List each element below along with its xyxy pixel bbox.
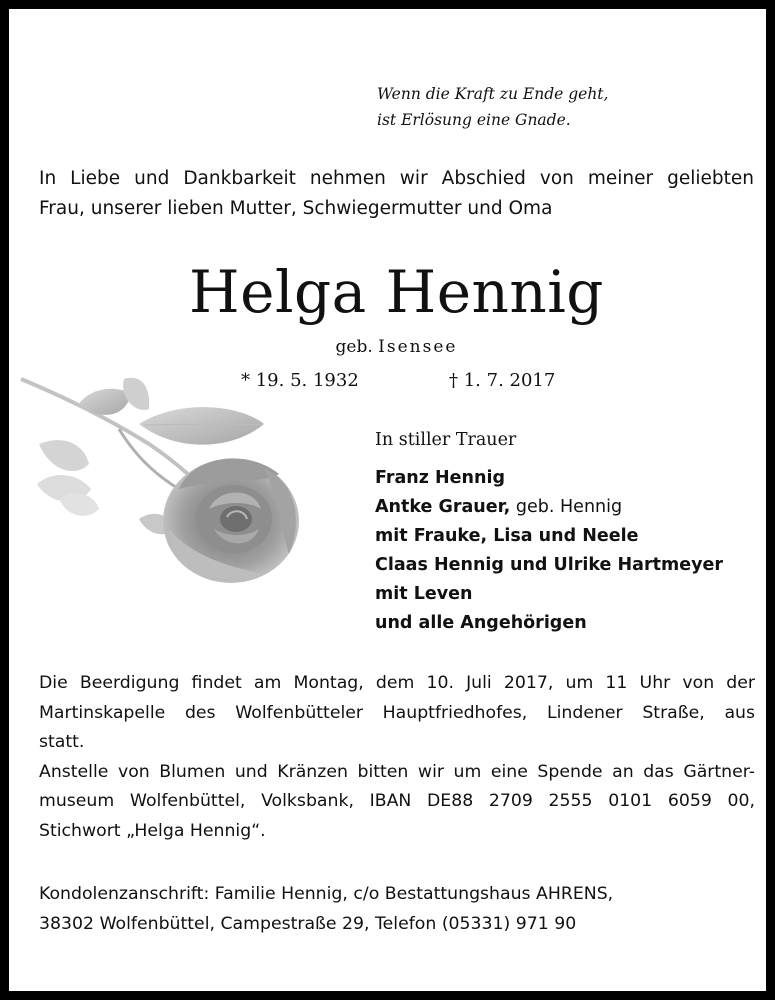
funeral-line-6: Stichwort „Helga Hennig“.	[39, 820, 266, 841]
funeral-line-2: Martinskapelle des Wolfenbütteler Hauptfriedhofes, Lindener Straße, aus	[39, 702, 755, 723]
condolence-address	[39, 879, 613, 939]
condolence-line-1: Kondolenzanschrift: Familie Hennig, c/o Bestattungshaus AHRENS,	[39, 884, 614, 904]
mourner-line-2-name: Antke Grauer,	[375, 497, 511, 517]
maiden-prefix: geb.	[335, 337, 373, 357]
mourning-heading: In stiller Trauer	[375, 430, 517, 450]
mourner-line-4: Claas Hennig und Ulrike Hartmeyer	[375, 555, 723, 575]
motto-line-1: Wenn die Kraft zu Ende geht,	[377, 85, 609, 103]
funeral-line-5: museum Wolfenbüttel, Volksbank, IBAN DE88 2709 2555 0101 6059 00,	[39, 791, 755, 811]
deceased-name: Helga Hennig	[189, 258, 604, 326]
condolence-line-2: 38302 Wolfenbüttel, Campestraße 29, Telefon (05331) 971 90	[39, 914, 577, 934]
funeral-line-3: statt.	[39, 732, 85, 752]
mourner-line-3: mit Frauke, Lisa und Neele	[375, 526, 639, 546]
motto-line-2: ist Erlösung eine Gnade.	[377, 111, 571, 129]
intro-line-2: Frau, unserer lieben Mutter, Schwiegermutter und Oma	[39, 198, 553, 219]
intro-text	[39, 164, 754, 224]
maiden-surname: Isensee	[378, 337, 458, 357]
rose-icon	[19, 369, 319, 594]
mourner-line-6: und alle Angehörigen	[375, 613, 587, 633]
mourners-list	[375, 464, 723, 638]
funeral-line-4: Anstelle von Blumen und Kränzen bitten wir um eine Spende an das Gärtner-	[39, 761, 755, 782]
funeral-line-1: Die Beerdigung findet am Montag, dem 10. Juli 2017, um 11 Uhr von der	[39, 673, 755, 693]
intro-line-1: In Liebe und Dankbarkeit nehmen wir Abschied von meiner geliebten	[39, 168, 754, 189]
mourner-line-2-rest: geb. Hennig	[510, 497, 623, 517]
maiden-name	[9, 335, 775, 359]
mourner-line-5: mit Leven	[375, 584, 473, 604]
birth-date: * 19. 5. 1932	[241, 370, 359, 391]
mourner-line-1: Franz Hennig	[375, 468, 505, 488]
motto	[377, 81, 608, 133]
funeral-text	[39, 669, 755, 846]
death-date: † 1. 7. 2017	[449, 370, 556, 391]
